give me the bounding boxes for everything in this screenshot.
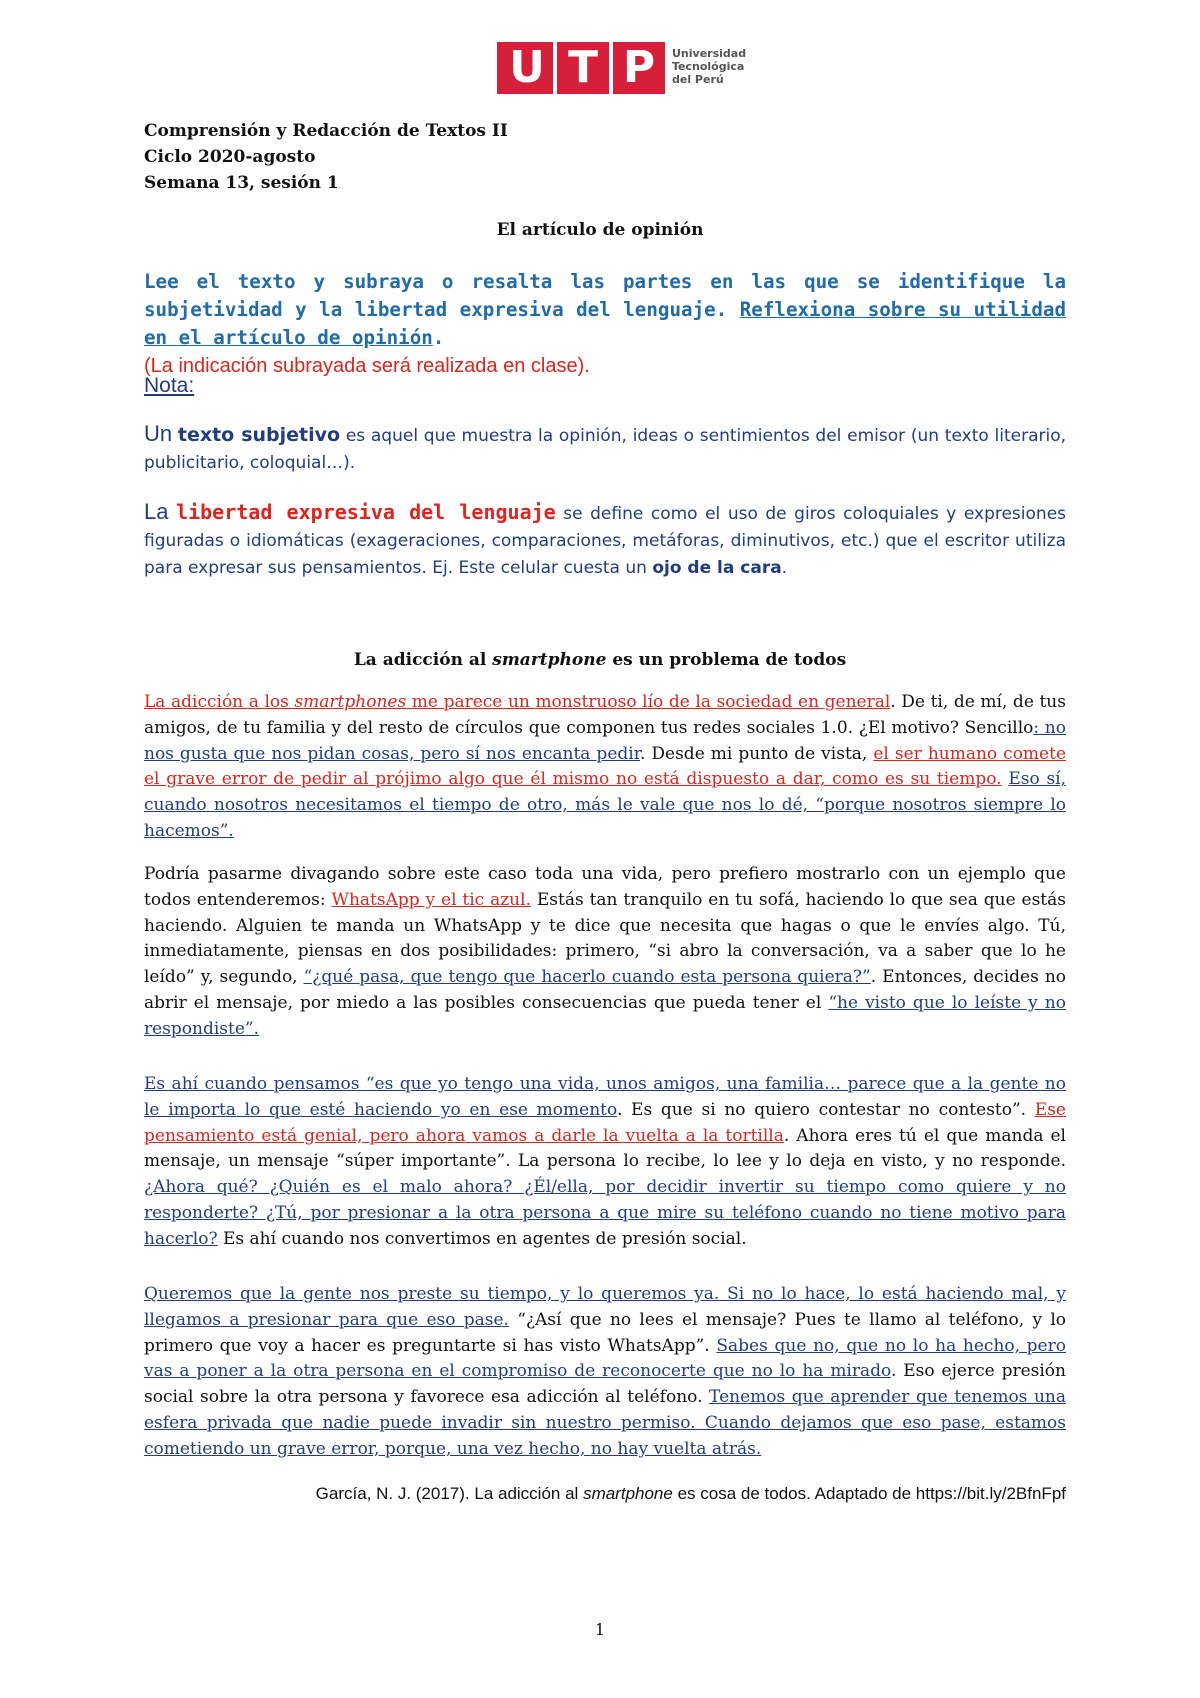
document-header (144, 118, 508, 196)
text-run: . De ti, de mí, de tus amigos, de tu familia y del resto de círculos que componen tus redes sociales 1.0. ¿El motivo? Sencillo (144, 692, 1066, 738)
highlight-red: WhatsApp y el tic azul. (331, 889, 531, 910)
text-run: . Ahora eres tú el que manda el mensaje, un mensaje “súper importante”. La persona lo recibe, lo lee y lo deja en visto, y no responde. (144, 1125, 1066, 1172)
text-run: Es ahí cuando nos convertimos en agentes de presión social. (217, 1228, 747, 1249)
article-paragraph-1 (144, 690, 1066, 845)
highlight-red: smartphones (294, 692, 407, 712)
highlight-blue: “he visto que lo leíste y no respondiste”. (144, 992, 1066, 1039)
def1-lead: Un (144, 421, 173, 446)
logo-name-line: Tecnológica (672, 60, 745, 73)
def2-term: libertad expresiva del lenguaje (176, 500, 556, 524)
course-name: Comprensión y Redacción de Textos II (144, 121, 508, 141)
text-run: Podría pasarme divagando sobre este caso toda una vida, pero prefiero mostrarlo con un ejemplo que todos entenderemos: (144, 864, 1066, 910)
week-session: Semana 13, sesión 1 (144, 173, 339, 193)
highlight-red: el ser humano comete el grave error de pedir al prójimo algo que él mismo no está dispuesto a dar, como es su tiempo. (144, 743, 1066, 790)
instruction-reflect: Reflexiona sobre su utilidad en el artículo de opinión (144, 298, 1067, 349)
instruction (144, 268, 1066, 380)
highlight-blue: “¿qué pasa, que tengo que hacerlo cuando esta persona quiera?” (303, 967, 871, 988)
highlight-blue: Es ahí cuando pensamos “es que yo tengo una vida, unos amigos, una familia… parece que a la gente no le importa lo que esté haciendo yo en ese momento (144, 1074, 1066, 1120)
logo-letter-u: U (509, 42, 545, 93)
highlight-blue: Eso sí, cuando nosotros necesitamos el tiempo de otro, más le vale que nos lo dé, “porque nosotros siempre lo hacemos”. (144, 769, 1067, 841)
text-run: Estás tan tranquilo en tu sofá, haciendo lo que sea que estás haciendo. Alguien te manda un WhatsApp y te dice que necesita que hagas o que le envíes algo. Tú, inmediatamente, piensas en dos posibilidades: primero, “si abro la conversación, va a saber que lo he leído” y, segundo, (144, 889, 1066, 988)
highlight-blue: : no nos gusta que nos pidan cosas, pero sí nos encanta pedir (144, 717, 1066, 764)
logo-letter-p: P (622, 42, 656, 93)
instruction-part1: Lee el texto y subraya o resalta las partes en las que se identifique la subjetividad y la libertad expresiva del lenguaje. (144, 270, 1066, 321)
citation (316, 1484, 1066, 1504)
highlight-red: Ese pensamiento está genial, pero ahora vamos a darle la vuelta a la tortilla (144, 1099, 1066, 1146)
logo-name-line: del Perú (672, 73, 724, 86)
highlight-blue: Queremos que la gente nos preste su tiempo, y lo queremos ya. Si no lo hace, lo está haciendo mal, y llegamos a presionar para que eso pase. (144, 1284, 1066, 1330)
citation-em: smartphone (583, 1484, 673, 1503)
def2-example: ojo de la cara (652, 558, 782, 578)
instruction-period: . (432, 326, 445, 349)
logo-letter-t: T (567, 42, 598, 93)
highlight-red: me parece un monstruoso lío de la sociedad en general (406, 692, 891, 712)
cycle: Ciclo 2020-agosto (144, 147, 316, 167)
citation-post: es cosa de todos. Adaptado de https://bit.ly/2BfnFpf (677, 1484, 1066, 1503)
logo-university-name (672, 47, 746, 86)
article-paragraph-2 (144, 862, 1066, 1043)
text-run: . Es que si no quiero contestar no contesto”. (616, 1099, 1035, 1120)
article-title (0, 650, 1200, 670)
article-title-pre: La adicción al (353, 650, 487, 670)
highlight-blue: Tenemos que aprender que tenemos una esfera privada que nadie puede invadir sin nuestro permiso. Cuando dejamos que eso pase, estamos cometiendo un grave error, porque, una vez hecho, no hay vuelta atrás. (144, 1387, 1066, 1459)
article-paragraph-4 (144, 1282, 1066, 1463)
highlight-blue: Sabes que no, que no lo ha hecho, pero vas a poner a la otra persona en el compromiso de reconocerte que no lo ha mirado (144, 1335, 1066, 1382)
definition-subjective-text (144, 420, 1066, 477)
text-run: . Entonces, decides no abrir el mensaje, por miedo a las posibles consecuencias que pueda tener el (144, 967, 1066, 1013)
def2-lead: La (144, 499, 169, 524)
page-number: 1 (594, 1620, 606, 1639)
def2-end: . (781, 558, 788, 578)
nota-label: Nota: (144, 374, 195, 397)
text-run: . Desde mi punto de vista, (639, 743, 874, 764)
instruction-note: (La indicación subrayada será realizada en clase). (144, 355, 590, 377)
article-paragraph-3 (144, 1072, 1066, 1253)
logo-name-line: Universidad (672, 47, 747, 60)
utp-logo (497, 42, 747, 94)
document-title: El artículo de opinión (496, 220, 704, 240)
text-run: “¿Así que no lees el mensaje? Pues te llamo al teléfono, y lo primero que voy a hacer es preguntarte si has visto WhatsApp”. (144, 1309, 1067, 1356)
def2-text: se define como el uso de giros coloquiales y expresiones figuradas o idiomáticas (exageraciones, comparaciones, metáforas, diminutivos, etc.) que el escritor utiliza para expresar sus pensamientos. Ej. Este celular cuesta un (144, 504, 1067, 578)
highlight-red: La adicción a los (144, 692, 295, 712)
def1-term: texto subjetivo (177, 424, 341, 446)
text-run: . Eso ejerce presión social sobre la otra persona y favorece esa adicción al teléfono. (144, 1361, 1066, 1408)
citation-pre: García, N. J. (2017). La adicción al (315, 1484, 579, 1503)
article-title-em: smartphone (492, 650, 607, 670)
highlight-blue: ¿Ahora qué? ¿Quién es el malo ahora? ¿Él/ella, por decidir invertir su tiempo como quiere y no responderte? ¿Tú, por presionar a la otra persona a que mire su teléfono cuando no tiene motivo para hacerlo? (144, 1177, 1066, 1249)
def1-text: es aquel que muestra la opinión, ideas o sentimientos del emisor (un texto literario, publicitario, coloquial…). (144, 426, 1066, 473)
article-title-post: es un problema de todos (612, 650, 847, 670)
definition-expressive-freedom (144, 498, 1066, 582)
